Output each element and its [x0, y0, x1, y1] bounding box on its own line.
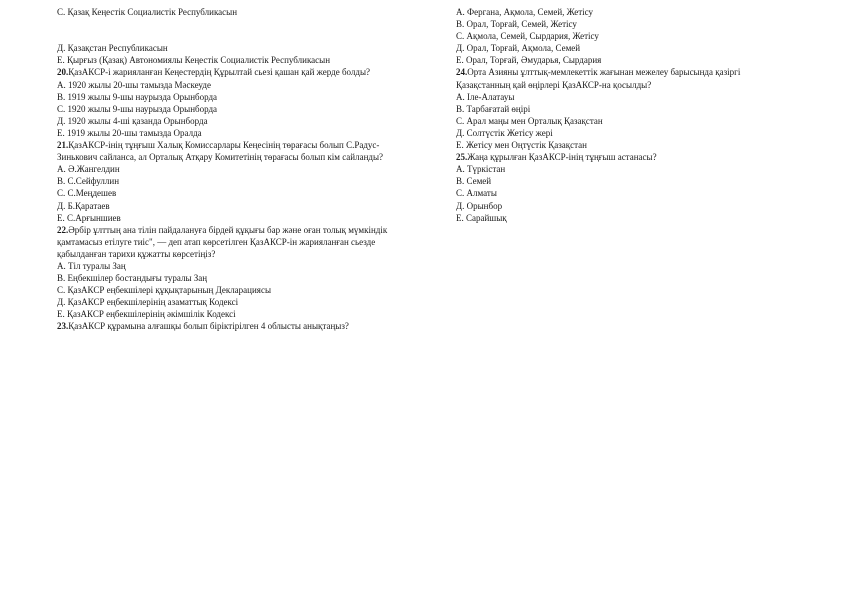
question-22-cont: қамтамасыз етілуге тиіс", — деп атап көрсетілген ҚазАКСР-ін жарияланған сьезде [57, 236, 376, 247]
question-number: 25. [456, 152, 468, 163]
q20-option-b: В. 1919 жылы 9-шы наурызда Орынборда [57, 91, 218, 102]
q25-option-a: А. Түркістан [456, 164, 506, 175]
question-text: Орта Азияны ұлттық-мемлекеттік жағынан межелеу барысында қазіргі [467, 67, 741, 78]
q21-option-b: В. С.Сейфуллин [57, 176, 120, 187]
question-25 [456, 151, 796, 163]
q22-option-d: Д. ҚазАКСР еңбекшілерінің азаматтық Кодексі [57, 297, 239, 308]
q21-option-c: С. С.Меңдешев [57, 188, 117, 199]
question-23 [57, 320, 429, 332]
right-column [456, 6, 796, 224]
q23-option-c: С. Ақмола, Семей, Сырдария, Жетісу [456, 31, 599, 42]
question-number: 21. [57, 140, 69, 151]
q24-option-e: Е. Жетісу мен Оңтүстік Қазақстан [456, 140, 587, 151]
q24-option-a: А. Іле-Алатауы [456, 91, 515, 102]
q19-option-c: C. Қазақ Кеңестік Социалистік Республикасын [57, 7, 238, 17]
q24-option-c: С. Арал маңы мен Орталық Қазақстан [456, 115, 603, 126]
question-text: Әрбір ұлттың ана тілін пайдалануға бірдей құқығы бар және оған толық мүмкіндік [68, 224, 388, 235]
question-21-cont: Зинькович сайланса, ал Орталық Атқару Комитетінің төрағасы болып кім сайланды? [57, 152, 384, 163]
question-24 [456, 66, 796, 78]
question-24-cont: Қазақстанның қай өңірлері ҚазАКСР-на қосылды? [456, 79, 652, 90]
q20-option-e: Е. 1919 жылы 20-шы тамызда Оралда [57, 127, 202, 138]
question-text: ҚазАКСР-і жарияланған Кеңестердің Құрылтай сьезі қашан қай жерде болды? [68, 67, 371, 78]
q22-option-b: В. Еңбекшілер бостандығы туралы Заң [57, 273, 208, 284]
q24-option-b: В. Тарбағатай өңірі [456, 103, 531, 114]
q23-option-d: Д. Орал, Торғай, Ақмола, Семей [456, 43, 581, 54]
question-number: 20. [57, 67, 69, 78]
q20-option-a: А. 1920 жылы 20-шы тамызда Мәскеуде [57, 79, 211, 90]
q23-option-e: Е. Орал, Торғай, Әмударья, Сырдария [456, 55, 602, 66]
q20-option-d: Д. 1920 жылы 4-ші қазанда Орынборда [57, 115, 208, 126]
q25-option-d: Д. Орынбор [456, 200, 503, 211]
q25-option-c: С. Алматы [456, 188, 497, 199]
question-20 [57, 66, 429, 78]
q19-option-e: Е. Қырғыз (Қазақ) Автономиялы Кеңестік Социалистік Республикасын [57, 55, 331, 66]
q21-option-a: А. Ә.Жангелдин [57, 164, 120, 175]
question-21 [57, 139, 429, 151]
blank-space [57, 18, 429, 42]
question-22 [57, 224, 429, 236]
q22-option-c: С. ҚазАКСР еңбекшілері құқықтарының Декларациясы [57, 285, 271, 296]
q23-option-a: А. Фергана, Ақмола, Семей, Жетісу [456, 7, 594, 17]
q20-option-c: С. 1920 жылы 9-шы наурызда Орынборда [57, 103, 218, 114]
question-number: 22. [57, 224, 69, 235]
q25-option-e: Е. Сарайшық [456, 212, 507, 223]
question-text: ҚазАКСР-інің тұңғыш Халық Комиссарлары Кеңесінің төрағасы болып С.Радус- [68, 140, 380, 151]
q22-option-e: Е. ҚазАКСР еңбекшілерінің әкімшілік Кодексі [57, 309, 236, 320]
q21-option-d: Д. Б.Қаратаев [57, 200, 110, 211]
left-column [57, 6, 429, 333]
question-text: Жаңа құрылған ҚазАКСР-інің тұңғыш астанасы? [467, 152, 657, 163]
q19-option-d: Д. Қазақстан Республикасын [57, 43, 168, 54]
q22-option-a: А. Тіл туралы Заң [57, 260, 126, 271]
question-text: ҚазАКСР құрамына алғашқы болып біріктірілген 4 облысты анықтаңыз? [68, 321, 349, 332]
question-number: 24. [456, 67, 468, 78]
q23-option-b: В. Орал, Торғай, Семей, Жетісу [456, 19, 577, 30]
question-number: 23. [57, 321, 69, 332]
q25-option-b: В. Семей [456, 176, 492, 187]
question-22-cont: қабылданған тарихи құжатты көрсетіңіз? [57, 248, 216, 259]
q24-option-d: Д. Солтүстік Жетісу жері [456, 127, 553, 138]
q21-option-e: Е. С.Арғыншиев [57, 212, 121, 223]
